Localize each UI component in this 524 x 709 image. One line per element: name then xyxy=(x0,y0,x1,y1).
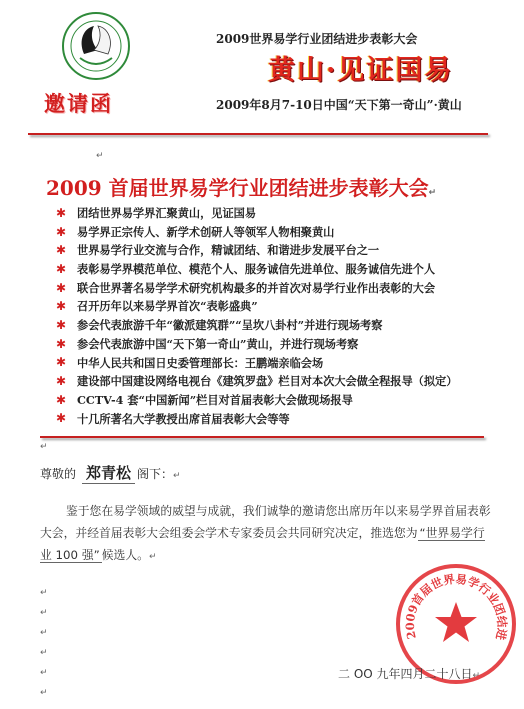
body-text-end: 候选人。 xyxy=(101,548,149,562)
highlights-list xyxy=(46,204,457,428)
paragraph-mark: ↵ xyxy=(40,688,48,698)
list-item: ✱ 联合世界著名易学学术研究机构最多的并首次对易学行业作出表彰的大会 xyxy=(56,280,436,295)
paragraph-mark: ↵ xyxy=(40,668,48,678)
event-date-location: 2009年8月7-10日中国“天下第一奇山”·黄山 xyxy=(216,98,462,112)
list-item: ✱ 团结世界易学界汇聚黄山，见证国易 xyxy=(56,205,257,220)
seal-text: 2009首届世界易学行业团结进 xyxy=(402,571,510,642)
empty-paragraphs xyxy=(40,580,48,700)
asterism-bullet-icon: ✱ xyxy=(56,224,67,239)
section-divider xyxy=(40,436,484,438)
list-item: ✱ 易学界正宗传人、新学术创研人等领军人物相聚黄山 xyxy=(56,224,335,239)
paragraph-mark: ↵ xyxy=(40,588,48,598)
honor-title: “世界易学行业 100 强” xyxy=(40,526,485,562)
letter-date: 二 OO 九年四月二十八日↵ xyxy=(338,667,481,681)
salutation-suffix: 阁下： xyxy=(137,467,174,481)
paragraph-mark: ↵ xyxy=(173,471,181,481)
invitation-label: 邀请函 xyxy=(44,91,113,116)
list-item: ✱ 中华人民共和国日史委管理部长：王鹏端亲临会场 xyxy=(56,355,324,370)
paragraph-mark: ↵ xyxy=(40,608,48,618)
list-item: ✱ 召开历年以来易学界首次“表彰盛典” xyxy=(56,299,258,314)
list-item: ✱ 十几所著名大学教授出席首届表彰大会等等 xyxy=(56,411,290,426)
asterism-bullet-icon: ✱ xyxy=(56,243,67,258)
paragraph-mark: ↵ xyxy=(472,671,481,681)
list-item: ✱ 参会代表旅游千年“徽派建筑群”“呈坎八卦村”并进行现场考察 xyxy=(56,317,383,333)
paragraph-mark: ↵ xyxy=(428,188,437,198)
header-divider xyxy=(28,133,488,135)
document-title-text: 2009 首届世界易学行业团结进步表彰大会 xyxy=(46,176,429,200)
recipient-name: 郑青松 xyxy=(82,462,135,484)
asterism-bullet-icon: ✱ xyxy=(56,280,67,295)
asterism-bullet-icon: ✱ xyxy=(56,205,67,220)
asterism-bullet-icon: ✱ xyxy=(56,261,67,276)
asterism-bullet-icon: ✱ xyxy=(56,392,67,407)
asterism-bullet-icon: ✱ xyxy=(56,411,67,426)
asterism-bullet-icon: ✱ xyxy=(56,317,67,332)
asterism-bullet-icon: ✱ xyxy=(56,336,67,351)
document-title xyxy=(46,172,436,201)
list-item: ✱ 参会代表旅游中国“天下第一奇山”黄山，并进行现场考察 xyxy=(56,336,359,351)
asterism-bullet-icon: ✱ xyxy=(56,355,67,370)
list-item: ✱ 表彰易学界模范单位、模范个人、服务诚信先进单位、服务诚信先进个人 xyxy=(56,261,436,277)
organizer-logo xyxy=(54,10,138,82)
list-item: ✱ CCTV-4 套“中国新闻”栏目对首届表彰大会做现场报导 xyxy=(56,392,353,407)
paragraph-mark: ↵ xyxy=(96,151,104,161)
salutation xyxy=(40,462,181,484)
seal-star-icon xyxy=(435,602,477,642)
paragraph-mark: ↵ xyxy=(40,442,48,452)
body-text: 鉴于您在易学领域的威望与成就，我们诚挚的邀请您出席历年以来易学界首届表彰大会，并经首届表彰大会组委会学术专家委员会共同研究决定，推选您为 xyxy=(40,504,491,540)
invitation-body xyxy=(40,500,494,568)
event-name: 2009世界易学行业团结进步表彰大会 xyxy=(216,32,418,46)
event-slogan: 黄山·见证国易 xyxy=(268,55,454,86)
list-item: ✱ 建设部中国建设网络电视台《建筑罗盘》栏目对本次大会做全程报导（拟定） xyxy=(56,374,458,389)
asterism-bullet-icon: ✱ xyxy=(56,374,67,389)
salutation-prefix: 尊敬的 xyxy=(40,467,77,481)
list-item: ✱ 世界易学行业交流与合作，精诚团结、和谐进步发展平台之一 xyxy=(56,243,380,258)
asterism-bullet-icon: ✱ xyxy=(56,299,67,314)
paragraph-mark: ↵ xyxy=(40,648,48,658)
paragraph-mark: ↵ xyxy=(148,552,157,562)
paragraph-mark: ↵ xyxy=(40,628,48,638)
